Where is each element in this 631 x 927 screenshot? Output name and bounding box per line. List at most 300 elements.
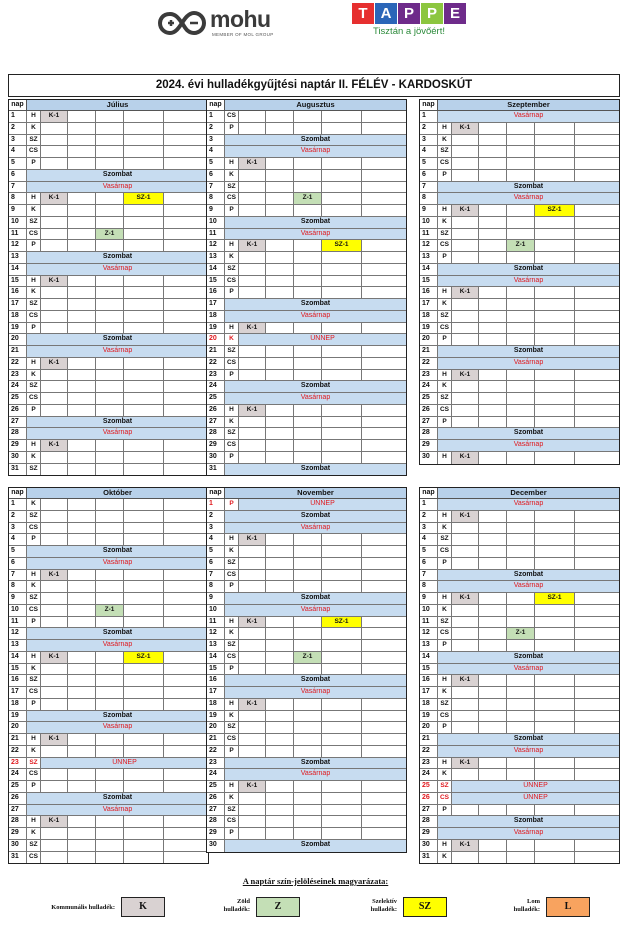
kommunalis-slot [239, 440, 266, 451]
zold-slot [294, 805, 322, 816]
weekday: CS [225, 276, 239, 287]
empty-slot [68, 146, 96, 157]
kommunalis-slot: K-1 [41, 816, 68, 827]
day-row [9, 205, 208, 217]
kommunalis-slot: K-1 [452, 593, 479, 604]
lom-slot [575, 628, 615, 639]
szelektiv-slot [322, 252, 362, 263]
day-number: 28 [207, 816, 225, 827]
day-number: 11 [420, 229, 438, 240]
szelektiv-slot [124, 287, 164, 298]
day-row [9, 358, 208, 370]
day-number: 13 [9, 252, 27, 263]
zold-slot [507, 393, 535, 404]
szelektiv-slot [535, 135, 575, 146]
day-row [420, 628, 619, 640]
szelektiv-slot [535, 640, 575, 651]
day-row [207, 593, 406, 605]
szelektiv-slot [322, 628, 362, 639]
empty-slot [266, 652, 294, 663]
zold-slot [507, 405, 535, 416]
empty-slot [68, 217, 96, 228]
zold-slot [96, 699, 124, 710]
kommunalis-slot [452, 546, 479, 557]
zold-slot [507, 534, 535, 545]
empty-slot [266, 417, 294, 428]
weekday: SZ [27, 758, 41, 769]
empty-slot [266, 640, 294, 651]
lom-slot [164, 699, 204, 710]
szelektiv-slot [535, 405, 575, 416]
szombat-label: Szombat [27, 546, 208, 557]
empty-slot [479, 287, 507, 298]
day-number: 13 [207, 252, 225, 263]
szelektiv-slot [124, 123, 164, 134]
empty-slot [68, 440, 96, 451]
empty-slot [479, 217, 507, 228]
szelektiv-slot [535, 711, 575, 722]
day-number: 5 [207, 158, 225, 169]
empty-slot [68, 393, 96, 404]
lom-slot [575, 334, 615, 345]
zold-slot [507, 370, 535, 381]
kommunalis-slot [452, 687, 479, 698]
szombat-label: Szombat [438, 734, 619, 745]
day-number: 11 [207, 617, 225, 628]
szelektiv-slot [535, 123, 575, 134]
zold-slot [507, 687, 535, 698]
day-number: 31 [9, 464, 27, 476]
day-number: 8 [207, 581, 225, 592]
weekday: P [27, 405, 41, 416]
kommunalis-slot [41, 287, 68, 298]
kommunalis-slot [41, 311, 68, 322]
empty-slot [68, 581, 96, 592]
weekday: H [27, 358, 41, 369]
weekday: CS [27, 311, 41, 322]
day-row [9, 381, 208, 393]
vasarnap-label: Vasárnap [225, 769, 406, 780]
zold-slot [507, 699, 535, 710]
month-október [8, 487, 209, 864]
weekday: K [27, 828, 41, 839]
day-row [420, 687, 619, 699]
zold-slot: Z-1 [96, 605, 124, 616]
kommunalis-slot [239, 123, 266, 134]
empty-slot [479, 452, 507, 464]
weekday: CS [438, 240, 452, 251]
weekday: H [225, 405, 239, 416]
day-row [207, 205, 406, 217]
day-number: 12 [420, 240, 438, 251]
kommunalis-slot [41, 828, 68, 839]
day-number: 15 [207, 664, 225, 675]
weekday: K [438, 381, 452, 392]
empty-slot [266, 722, 294, 733]
lom-slot [164, 193, 204, 204]
kommunalis-slot [41, 675, 68, 686]
kommunalis-slot [452, 628, 479, 639]
szelektiv-slot [124, 734, 164, 745]
kommunalis-slot [452, 146, 479, 157]
day-number: 24 [420, 381, 438, 392]
szelektiv-slot: SZ-1 [124, 193, 164, 204]
legend-label: Zöld hulladék: [223, 898, 250, 913]
weekday: K [438, 769, 452, 780]
mohu-tagline: MEMBER OF MOL GROUP [212, 32, 274, 37]
szelektiv-slot [535, 840, 575, 851]
szelektiv-slot [322, 652, 362, 663]
lom-slot [164, 111, 204, 122]
lom-slot [362, 240, 402, 251]
day-row [420, 675, 619, 687]
day-row [9, 405, 208, 417]
kommunalis-slot: K-1 [452, 287, 479, 298]
szombat-label: Szombat [438, 816, 619, 827]
day-row [9, 558, 208, 570]
day-row [207, 581, 406, 593]
day-number: 19 [9, 323, 27, 334]
empty-slot [479, 617, 507, 628]
weekday: SZ [225, 428, 239, 439]
lom-slot [362, 205, 402, 216]
day-row [420, 123, 619, 135]
day-number: 10 [9, 605, 27, 616]
day-row [420, 299, 619, 311]
empty-slot [68, 464, 96, 476]
szombat-label: Szombat [225, 840, 406, 852]
weekday: P [225, 746, 239, 757]
lom-slot [164, 581, 204, 592]
kommunalis-slot [41, 534, 68, 545]
day-number: 16 [420, 675, 438, 686]
weekday: K [225, 711, 239, 722]
kommunalis-slot [41, 205, 68, 216]
zold-slot [507, 170, 535, 181]
zold-slot [507, 675, 535, 686]
zold-slot [294, 640, 322, 651]
col-header-nap: nap [420, 100, 438, 110]
weekday: CS [438, 546, 452, 557]
zold-slot [294, 264, 322, 275]
lom-slot [164, 840, 204, 851]
day-number: 29 [207, 440, 225, 451]
weekday: H [225, 617, 239, 628]
lom-slot [362, 628, 402, 639]
zold-slot [96, 675, 124, 686]
day-number: 5 [207, 546, 225, 557]
empty-slot [68, 205, 96, 216]
lom-slot [362, 793, 402, 804]
empty-slot [479, 393, 507, 404]
empty-slot [68, 617, 96, 628]
day-number: 20 [420, 722, 438, 733]
day-row [9, 370, 208, 382]
month-header [9, 100, 208, 111]
empty-slot [266, 205, 294, 216]
szelektiv-slot [535, 158, 575, 169]
day-row [9, 158, 208, 170]
tappe-logo [352, 3, 472, 43]
day-number: 16 [9, 675, 27, 686]
lom-slot [575, 534, 615, 545]
day-row [9, 334, 208, 346]
kommunalis-slot [41, 229, 68, 240]
szelektiv-slot [124, 699, 164, 710]
day-row [420, 758, 619, 770]
day-row [9, 711, 208, 723]
day-number: 26 [9, 405, 27, 416]
empty-slot [479, 417, 507, 428]
empty-slot [266, 358, 294, 369]
day-row [207, 605, 406, 617]
day-row [207, 217, 406, 229]
day-row [420, 323, 619, 335]
szelektiv-slot [322, 370, 362, 381]
vasarnap-label: Vasárnap [225, 605, 406, 616]
kommunalis-slot [452, 405, 479, 416]
empty-slot [266, 452, 294, 463]
kommunalis-slot [452, 805, 479, 816]
weekday: CS [225, 193, 239, 204]
zold-slot [294, 182, 322, 193]
empty-slot [68, 240, 96, 251]
day-number: 19 [420, 711, 438, 722]
szelektiv-slot [124, 828, 164, 839]
kommunalis-slot [239, 193, 266, 204]
weekday: K [27, 123, 41, 134]
kommunalis-slot [41, 123, 68, 134]
szelektiv-slot [322, 123, 362, 134]
day-number: 18 [207, 311, 225, 322]
weekday: P [27, 617, 41, 628]
kommunalis-slot [452, 523, 479, 534]
empty-slot [266, 534, 294, 545]
szelektiv-slot [124, 605, 164, 616]
weekday: P [225, 828, 239, 839]
szelektiv-slot [124, 746, 164, 757]
zold-slot [507, 205, 535, 216]
szombat-label: Szombat [225, 511, 406, 522]
col-header-nap: nap [207, 100, 225, 110]
day-number: 25 [420, 393, 438, 404]
empty-slot [68, 193, 96, 204]
empty-slot [266, 711, 294, 722]
day-row [9, 252, 208, 264]
day-number: 19 [207, 711, 225, 722]
lom-slot [164, 605, 204, 616]
kommunalis-slot [239, 358, 266, 369]
szelektiv-slot [124, 499, 164, 510]
kommunalis-slot [239, 452, 266, 463]
empty-slot [266, 570, 294, 581]
weekday: P [27, 240, 41, 251]
zold-slot [96, 240, 124, 251]
lom-slot [164, 781, 204, 792]
szelektiv-slot [322, 205, 362, 216]
day-number: 8 [420, 581, 438, 592]
szelektiv-slot [322, 358, 362, 369]
lom-slot [575, 370, 615, 381]
lom-slot [575, 769, 615, 780]
szelektiv-slot [322, 640, 362, 651]
zold-slot [294, 287, 322, 298]
szelektiv-slot [535, 370, 575, 381]
zold-slot [96, 617, 124, 628]
day-number: 5 [9, 158, 27, 169]
zold-slot [294, 276, 322, 287]
day-number: 23 [9, 370, 27, 381]
lom-slot [575, 381, 615, 392]
unnep-label: ÜNNEP [452, 781, 619, 792]
legend-item-k [40, 896, 165, 920]
weekday: K [225, 334, 239, 345]
weekday: CS [438, 628, 452, 639]
szelektiv-slot [322, 699, 362, 710]
lom-slot [362, 276, 402, 287]
lom-slot [362, 370, 402, 381]
day-number: 4 [420, 534, 438, 545]
weekday: H [438, 452, 452, 464]
empty-slot [266, 581, 294, 592]
zold-slot [96, 135, 124, 146]
month-header [420, 100, 619, 111]
day-number: 15 [207, 276, 225, 287]
empty-slot [266, 781, 294, 792]
day-number: 25 [9, 781, 27, 792]
vasarnap-label: Vasárnap [438, 440, 619, 451]
day-row [420, 287, 619, 299]
szombat-label: Szombat [27, 170, 208, 181]
lom-slot [575, 135, 615, 146]
day-row [207, 570, 406, 582]
day-row [207, 452, 406, 464]
empty-slot [266, 617, 294, 628]
szelektiv-slot [124, 358, 164, 369]
lom-slot [575, 287, 615, 298]
weekday: P [438, 558, 452, 569]
weekday: CS [438, 158, 452, 169]
weekday: P [438, 170, 452, 181]
szombat-label: Szombat [27, 628, 208, 639]
zold-slot [96, 323, 124, 334]
day-number: 17 [207, 687, 225, 698]
day-row [420, 816, 619, 828]
day-number: 9 [420, 205, 438, 216]
day-row [420, 393, 619, 405]
lom-slot [164, 734, 204, 745]
day-number: 3 [420, 135, 438, 146]
vasarnap-label: Vasárnap [438, 499, 619, 510]
day-number: 22 [9, 358, 27, 369]
szelektiv-slot [535, 170, 575, 181]
month-header [207, 100, 406, 111]
lom-slot [575, 417, 615, 428]
zold-slot [294, 205, 322, 216]
lom-slot [164, 205, 204, 216]
szelektiv-slot [124, 217, 164, 228]
day-number: 1 [420, 499, 438, 510]
weekday: K [27, 370, 41, 381]
day-number: 10 [420, 217, 438, 228]
vasarnap-label: Vasárnap [27, 805, 208, 816]
day-row [207, 417, 406, 429]
empty-slot [266, 405, 294, 416]
empty-slot [266, 287, 294, 298]
zold-slot [507, 758, 535, 769]
day-number: 28 [9, 816, 27, 827]
empty-slot [479, 170, 507, 181]
zold-slot [96, 381, 124, 392]
weekday: SZ [225, 722, 239, 733]
day-number: 29 [420, 828, 438, 839]
kommunalis-slot [41, 605, 68, 616]
zold-slot [96, 205, 124, 216]
empty-slot [479, 123, 507, 134]
month-szeptember [419, 99, 620, 465]
kommunalis-slot [41, 405, 68, 416]
empty-slot [479, 593, 507, 604]
zold-slot [96, 393, 124, 404]
empty-slot [68, 840, 96, 851]
day-number: 17 [9, 687, 27, 698]
kommunalis-slot [452, 323, 479, 334]
mohu-wordmark: mohu [210, 6, 271, 32]
day-row [207, 111, 406, 123]
day-row [207, 346, 406, 358]
day-number: 21 [9, 346, 27, 357]
szelektiv-slot [124, 311, 164, 322]
szelektiv-slot [322, 722, 362, 733]
zold-slot [294, 617, 322, 628]
zold-slot [96, 664, 124, 675]
szelektiv-slot [322, 816, 362, 827]
day-row [420, 252, 619, 264]
szombat-label: Szombat [27, 252, 208, 263]
zold-slot [294, 570, 322, 581]
zold-slot [507, 523, 535, 534]
szelektiv-slot [535, 675, 575, 686]
empty-slot [479, 558, 507, 569]
day-row [9, 593, 208, 605]
col-header-nap: nap [9, 488, 27, 498]
day-row [207, 252, 406, 264]
empty-slot [68, 652, 96, 663]
day-row [9, 146, 208, 158]
zold-slot [96, 840, 124, 851]
legend-swatch: K [121, 897, 165, 917]
lom-slot [575, 311, 615, 322]
szelektiv-slot: SZ-1 [124, 652, 164, 663]
day-row [9, 652, 208, 664]
lom-slot [164, 135, 204, 146]
empty-slot [479, 699, 507, 710]
day-row [207, 358, 406, 370]
weekday: CS [27, 605, 41, 616]
day-number: 12 [9, 240, 27, 251]
zold-slot [294, 252, 322, 263]
unnep-label: ÜNNEP [239, 334, 406, 345]
kommunalis-slot [41, 581, 68, 592]
empty-slot [266, 264, 294, 275]
lom-slot [362, 722, 402, 733]
zold-slot [294, 370, 322, 381]
month-november [206, 487, 407, 853]
day-row [420, 652, 619, 664]
weekday: SZ [438, 393, 452, 404]
day-number: 30 [207, 840, 225, 852]
lom-slot [362, 558, 402, 569]
